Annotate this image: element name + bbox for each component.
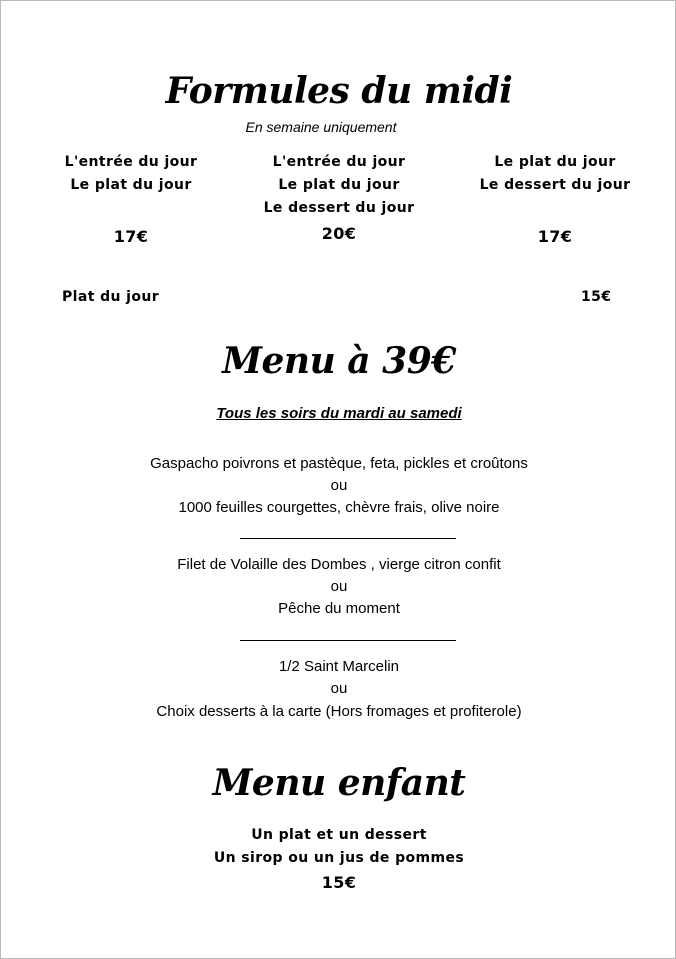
course-divider	[240, 640, 456, 641]
formule-item: Le plat du jour	[494, 154, 616, 170]
course-3-separator: ou	[330, 680, 348, 697]
menu-enfant-line-1: Un plat et un dessert	[251, 827, 427, 843]
plat-du-jour-label: Plat du jour	[62, 289, 160, 305]
menu-enfant-line-2: Un sirop ou un jus de pommes	[213, 850, 465, 866]
course-2-option-1: Filet de Volaille des Dombes , vierge citron confit	[177, 556, 501, 573]
formule-item: L'entrée du jour	[64, 154, 198, 170]
formule-item: Le dessert du jour	[263, 200, 415, 216]
menu39-subtitle: Tous les soirs du mardi au samedi	[216, 405, 462, 422]
formule-price: 17€	[537, 227, 573, 246]
formule-item: Le dessert du jour	[479, 177, 631, 193]
formule-item: Le plat du jour	[278, 177, 400, 193]
course-2-option-2: Pêche du moment	[278, 600, 400, 617]
formule-column-3	[475, 155, 635, 245]
menu39-title: Menu à 39€	[222, 340, 456, 382]
course-divider	[240, 538, 456, 539]
formules-title: Formules du midi	[165, 70, 513, 112]
formule-price: 17€	[113, 227, 149, 246]
formule-column-1	[51, 155, 211, 245]
formule-column-2	[259, 155, 419, 242]
course-1-option-2: 1000 feuilles courgettes, chèvre frais, olive noire	[178, 499, 500, 516]
formule-item: L'entrée du jour	[272, 154, 406, 170]
plat-du-jour-price: 15€	[581, 289, 612, 305]
course-3-option-2: Choix desserts à la carte (Hors fromages et profiterole)	[156, 703, 522, 720]
formules-subtitle: En semaine uniquement	[245, 119, 397, 135]
formule-price: 20€	[321, 224, 357, 243]
formule-item: Le plat du jour	[70, 177, 192, 193]
course-3-option-1: 1/2 Saint Marcelin	[278, 658, 400, 675]
menu-enfant-title: Menu enfant	[212, 762, 466, 804]
course-1-separator: ou	[330, 477, 348, 494]
course-2-separator: ou	[330, 578, 348, 595]
course-1-option-1: Gaspacho poivrons et pastèque, feta, pickles et croûtons	[150, 455, 528, 472]
menu-enfant-price: 15€	[321, 873, 357, 892]
